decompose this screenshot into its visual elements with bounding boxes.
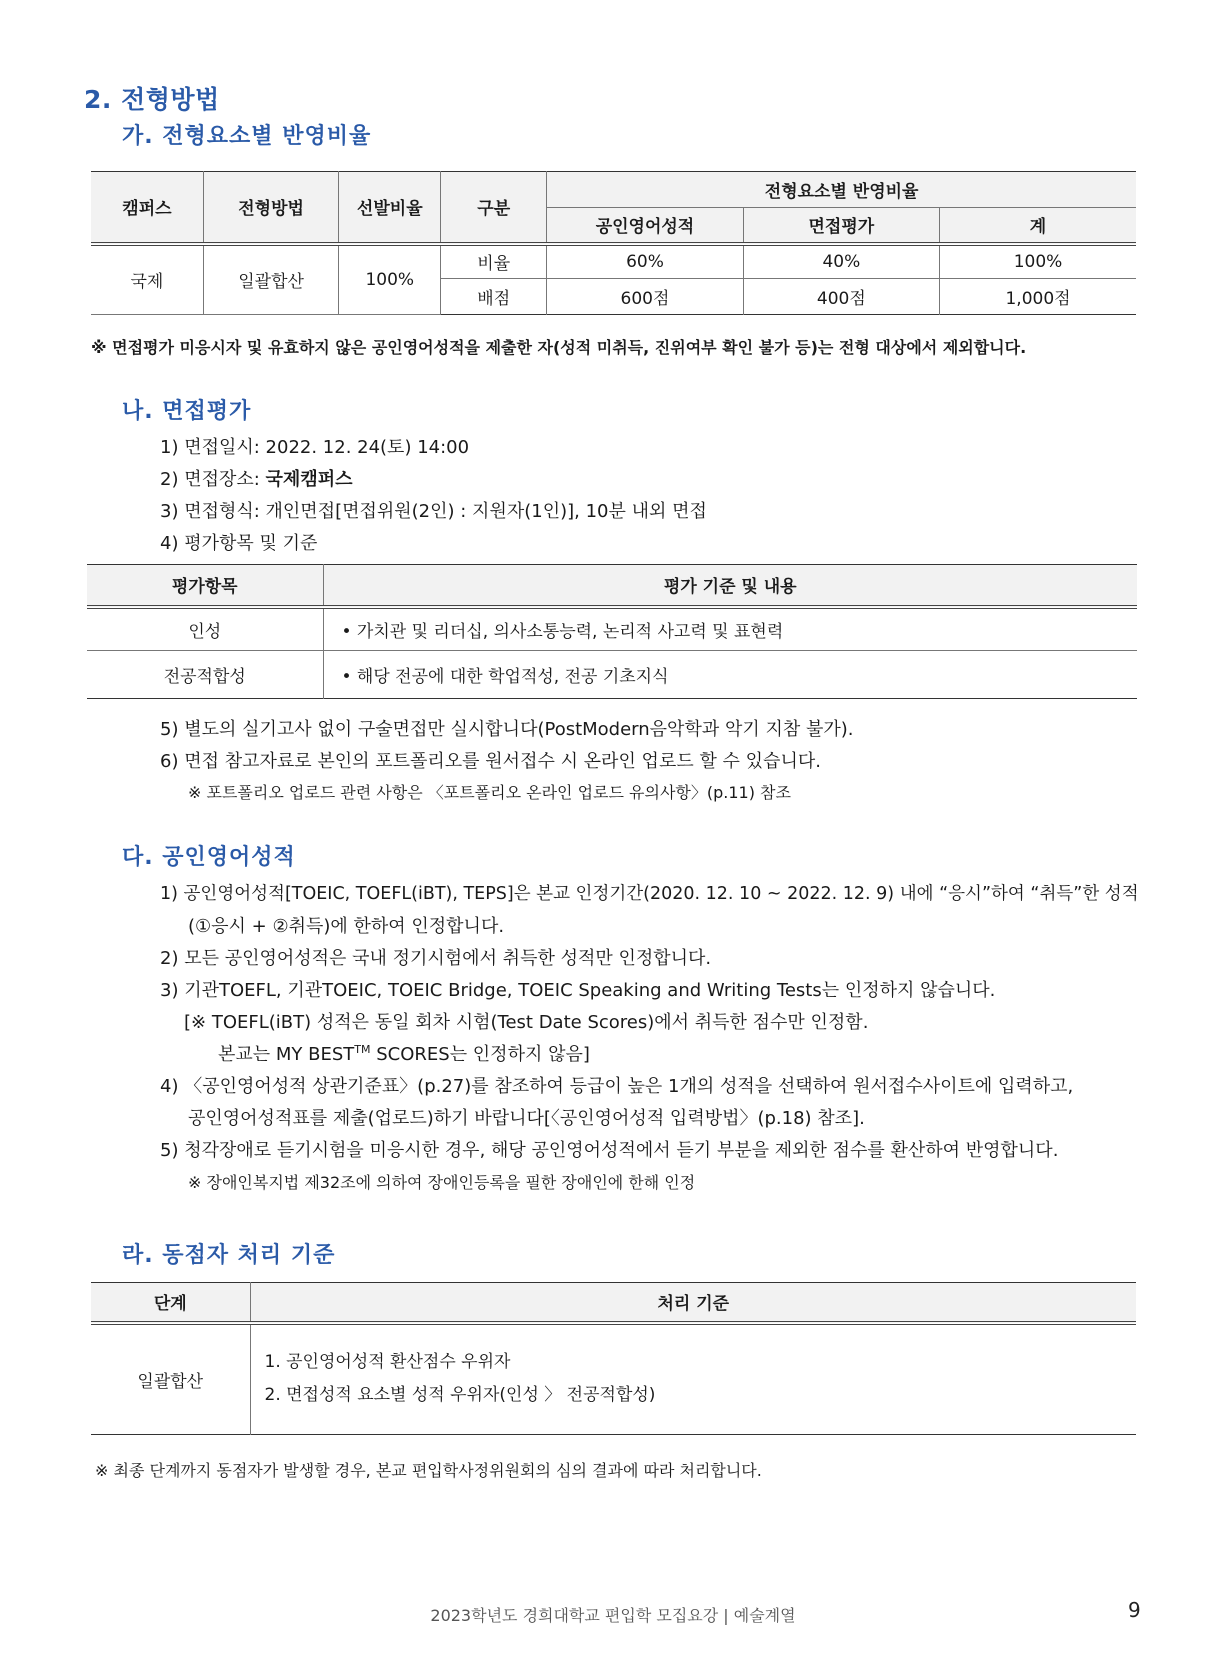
table-row xyxy=(87,651,1137,699)
subsection-b-title: 나. 면접평가 xyxy=(122,399,252,424)
interview-place-label: 2) 면접장소: xyxy=(160,469,266,490)
english-item-2: 2) 모든 공인영어성적은 국내 정기시험에서 취득한 성적만 인정합니다. xyxy=(160,948,712,969)
header-eval-criteria: 평가 기준 및 내용 xyxy=(323,565,1137,607)
cell-stage: 일괄합산 xyxy=(91,1323,250,1435)
interview-format: 3) 면접형식: 개인면접[면접위원(2인) : 지원자(1인)], 10분 내외 면접 xyxy=(160,501,707,522)
english-item-3-note-2 xyxy=(218,1040,590,1066)
english-item-4-cont: 공인영어성적표를 제출(업로드)하기 바랍니다[〈공인영어성적 입력방법〉(p.18) 참조]. xyxy=(188,1108,865,1129)
header-group: 전형요소별 반영비율 xyxy=(547,172,1136,208)
subsection-a-title: 가. 전형요소별 반영비율 xyxy=(122,124,372,149)
evaluation-criteria-table xyxy=(87,564,1137,699)
trademark-sup: TM xyxy=(354,1043,371,1056)
table-row xyxy=(91,244,1136,279)
header-process-criteria: 처리 기준 xyxy=(250,1283,1136,1323)
cell-ratio: 100% xyxy=(339,244,441,315)
cell-score-total: 1,000점 xyxy=(940,279,1136,315)
cell-eval-item: 전공적합성 xyxy=(87,651,323,699)
disability-note: ※ 장애인복지법 제32조에 의하여 장애인등록을 필한 장애인에 한해 인정 xyxy=(188,1173,696,1192)
cell-eval-criteria: • 가치관 및 리더십, 의사소통능력, 논리적 사고력 및 표현력 xyxy=(323,607,1137,651)
table-row xyxy=(87,607,1137,651)
cell-rate-total: 100% xyxy=(940,244,1136,279)
subsection-c-title: 다. 공인영어성적 xyxy=(122,845,296,870)
interview-place xyxy=(160,465,353,491)
interview-item-6: 6) 면접 참고자료로 본인의 포트폴리오를 원서접수 시 온라인 업로드 할 수 있습니다. xyxy=(160,751,821,772)
my-best-text-end: SCORES는 인정하지 않음] xyxy=(370,1044,590,1065)
exclusion-note: ※ 면접평가 미응시자 및 유효하지 않은 공인영어성적을 제출한 자(성적 미취득, 진위여부 확인 불가 등)는 전형 대상에서 제외합니다. xyxy=(91,338,1027,357)
criteria-line-2: 2. 면접성적 요소별 성적 우위자(인성 〉 전공적합성) xyxy=(264,1385,656,1406)
header-campus: 캠퍼스 xyxy=(91,172,203,244)
english-item-1: 1) 공인영어성적[TOEIC, TOEFL(iBT), TEPS]은 본교 인정기간(2020. 12. 10 ~ 2022. 12. 9) 내에 “응시”하여 “취득”한 성적 xyxy=(160,884,1139,904)
header-stage: 단계 xyxy=(91,1283,250,1323)
header-ratio: 선발비율 xyxy=(339,172,441,244)
english-item-3-note: [※ TOEFL(iBT) 성적은 동일 회차 시험(Test Date Scores)에서 취득한 점수만 인정함. xyxy=(184,1012,869,1033)
english-item-3: 3) 기관TOEFL, 기관TOEIC, TOEIC Bridge, TOEIC Speaking and Writing Tests는 인정하지 않습니다. xyxy=(160,980,996,1001)
header-english: 공인영어성적 xyxy=(547,208,743,244)
header-eval-item: 평가항목 xyxy=(87,565,323,607)
tiebreak-note: ※ 최종 단계까지 동점자가 발생할 경우, 본교 편입학사정위원회의 심의 결과에 따라 처리합니다. xyxy=(95,1461,762,1480)
subsection-d-title: 라. 동점자 처리 기준 xyxy=(122,1243,336,1268)
cell-process-criteria xyxy=(250,1323,1136,1435)
header-total: 계 xyxy=(940,208,1136,244)
cell-score-english: 600점 xyxy=(547,279,743,315)
cell-score-interview: 400점 xyxy=(743,279,939,315)
portfolio-note: ※ 포트폴리오 업로드 관련 사항은 〈포트폴리오 온라인 업로드 유의사항〉(p.11) 참조 xyxy=(188,783,791,802)
cell-campus: 국제 xyxy=(91,244,203,315)
table-row xyxy=(91,1323,1136,1435)
cell-eval-criteria: • 해당 전공에 대한 학업적성, 전공 기초지식 xyxy=(323,651,1137,699)
header-method: 전형방법 xyxy=(203,172,338,244)
cell-rate-label: 비율 xyxy=(441,244,547,279)
interview-place-value: 국제캠퍼스 xyxy=(265,469,353,490)
header-division: 구분 xyxy=(441,172,547,244)
evaluation-items-heading: 4) 평가항목 및 기준 xyxy=(160,533,318,554)
cell-rate-interview: 40% xyxy=(743,244,939,279)
english-item-4: 4) 〈공인영어성적 상관기준표〉(p.27)를 참조하여 등급이 높은 1개의 성적을 선택하여 원서접수사이트에 입력하고, xyxy=(160,1076,1074,1097)
my-best-text: 본교는 MY BEST xyxy=(218,1044,355,1065)
cell-method: 일괄합산 xyxy=(203,244,338,315)
page-footer: 2023학년도 경희대학교 편입학 모집요강 | 예술계열 xyxy=(430,1606,796,1625)
english-item-1-cont: (①응시 + ②취득)에 한하여 인정합니다. xyxy=(188,916,505,937)
interview-item-5: 5) 별도의 실기고사 없이 구술면접만 실시합니다(PostModern음악학과 악기 지참 불가). xyxy=(160,719,854,740)
cell-eval-item: 인성 xyxy=(87,607,323,651)
header-interview: 면접평가 xyxy=(743,208,939,244)
criteria-line-1: 1. 공인영어성적 환산점수 우위자 xyxy=(264,1352,511,1373)
page-number: 9 xyxy=(1128,1598,1141,1622)
cell-rate-english: 60% xyxy=(547,244,743,279)
tiebreak-table xyxy=(91,1282,1136,1435)
section-title: 2. 전형방법 xyxy=(84,85,220,114)
interview-date: 1) 면접일시: 2022. 12. 24(토) 14:00 xyxy=(160,437,470,458)
english-item-5: 5) 청각장애로 듣기시험을 미응시한 경우, 해당 공인영어성적에서 듣기 부분을 제외한 점수를 환산하여 반영합니다. xyxy=(160,1140,1059,1161)
cell-score-label: 배점 xyxy=(441,279,547,315)
selection-ratio-table xyxy=(91,171,1136,315)
